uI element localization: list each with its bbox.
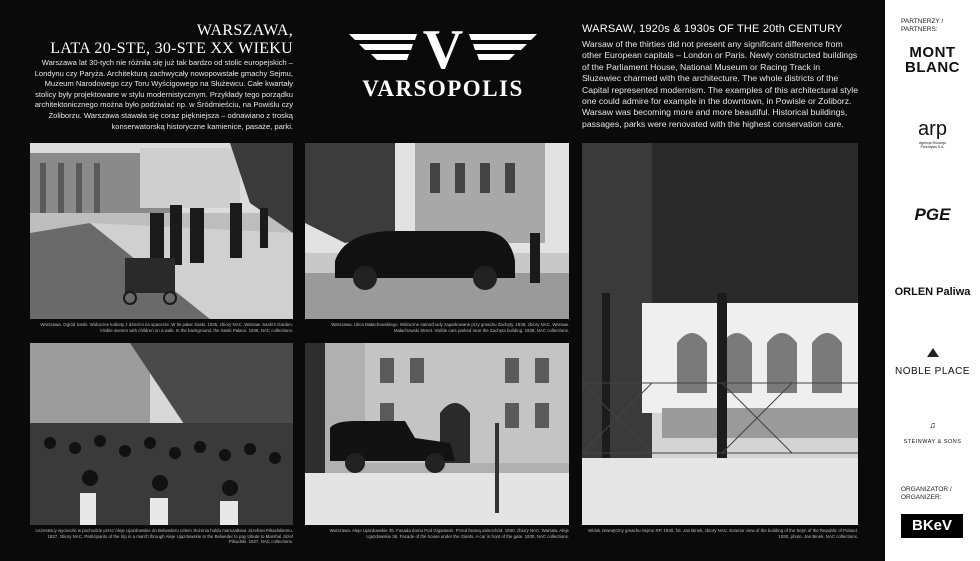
english-body: Warsaw of the thirties did not present any significant difference from other European capitals – London or Paris. Newly constructed buildings of the Parliament House, National Museum or Racing Track in Sluzewiec charmed with the architecture. The whole districts of the Capital represented modernism. The examples of this architectural style one could admire for example in the downtown, in Powisle or Zoliborz. Warsaw was becoming more and more beautiful. Historical buildings, passages, parks were renovated with the highest conservation care. bbox=[582, 39, 859, 129]
arp-logo bbox=[885, 118, 980, 149]
steinway-text: STEINWAY & SONS bbox=[903, 439, 962, 445]
bkev-text: BKeV bbox=[911, 517, 952, 534]
organizer-label: ORGANIZATOR / ORGANIZER: bbox=[901, 486, 952, 501]
arp-subtitle: Agencja Rozwoju Przemysłu S.A. bbox=[918, 141, 947, 149]
brand-name: VARSOPOLIS bbox=[362, 76, 524, 101]
caption-march-crowd: Uczestnicy wycieczki w pochodzie przez Aleje Ujazdowskie do Belwederu celem złożenia hołdu marszałkowi Józefowi Piłsudskiemu. 1927, zbiory NAC. Participants of the trip in a march through Aleje Ujazdowskie to the Belweder to pay tribute to Marshal Józef Piłsudski. 1927, NAC collections. bbox=[35, 528, 293, 545]
polish-title bbox=[13, 22, 293, 58]
caption-saski-garden: Warszawa. Ogród Saski. Widoczne kobiety z dziećmi na spacerze. W tle pałac Saski. 1935, zbiory NAC. Warsaw. Saski's Garden. Visible women with children on a walk. In the background, the Saski Palace. 1935, NAC collections. bbox=[40, 322, 293, 333]
noble-place-icon bbox=[927, 348, 939, 357]
orlen-text: ORLEN Paliwa bbox=[894, 286, 971, 298]
polish-title-line2: LATA 20-STE, 30-STE XX WIEKU bbox=[50, 40, 293, 57]
arp-text: arp bbox=[918, 118, 947, 140]
polish-body: Warszawa lat 30-tych nie różniła się już tak bardzo od stolic europejskich – Londynu czy Paryża. Architekturą zachwycały nowopowstałe gmachy Sejmu, Muzeum Narodowego czy Toru Wyścigowego na Służewcu. Całe kwartały stolicy były projektowane w stylu modernistycznym. Przykłady tego porządku architektonicznego można było podziwiać np. w Śródmieściu, na Powiślu czy Żoliborzu. Warszawa stawała się coraz piękniejsza – odnawiano z troską konserwatorską historyczne kamienice, pasaże, parki. bbox=[34, 58, 293, 131]
montblanc-text: MONT BLANC bbox=[905, 44, 960, 76]
caption-aleje-ujazdowskie-36: Warszawa. Aleje Ujazdowskie 36. Fasada domu Pod Gigantami. Przed bramą samochód. 1930, zbiory NAC. Warsaw. Aleje Ujazdowskie 36. Facade of the house under the Giants. A car in front of the gate. 1930, NAC collections. bbox=[329, 528, 569, 539]
english-title: WARSAW, 1920s & 1930s OF THE 20th CENTURY bbox=[582, 23, 843, 35]
photo-march-crowd bbox=[30, 343, 293, 525]
steinway-lyre-icon: ♫ bbox=[929, 420, 936, 430]
steinway-logo bbox=[885, 420, 980, 448]
photo-saski-garden bbox=[30, 143, 293, 319]
photo-aleje-ujazdowskie-36 bbox=[305, 343, 569, 525]
bkev-logo bbox=[901, 514, 963, 538]
photo-sejm-building bbox=[582, 143, 858, 525]
montblanc-logo bbox=[885, 45, 980, 75]
logo-letter: V bbox=[422, 22, 464, 81]
photo-malachowskiego-street bbox=[305, 143, 569, 319]
pge-text: PGE bbox=[914, 205, 951, 224]
noble-place-logo bbox=[885, 348, 980, 379]
partners-label: PARTNERZY / PARTNERS: bbox=[901, 18, 944, 33]
orlen-logo bbox=[885, 286, 980, 298]
polish-title-line1: WARSZAWA, bbox=[196, 22, 293, 39]
caption-malachowskiego-street: Warszawa. Ulica Małachowskiego. Widoczne samochody zaparkowane przy gmachu Zachęty. 1938, zbiory NAC. Warsaw. Małachowski Street. Visible cars parked near the Zachęta building. 1938, NAC collections. bbox=[331, 322, 569, 333]
noble-place-text: NOBLE PLACE bbox=[895, 366, 970, 377]
pge-logo bbox=[885, 205, 980, 225]
partners-sidebar bbox=[885, 0, 980, 561]
caption-sejm-building: Widok zewnętrzny gmachu Sejmu RP. 1930, fot. Jan Binek, zbiory NAC. Exterior view of the building of the Sejm of the Republic of Poland. 1930, photo. Jan Binek, NAC collections. bbox=[588, 528, 858, 539]
